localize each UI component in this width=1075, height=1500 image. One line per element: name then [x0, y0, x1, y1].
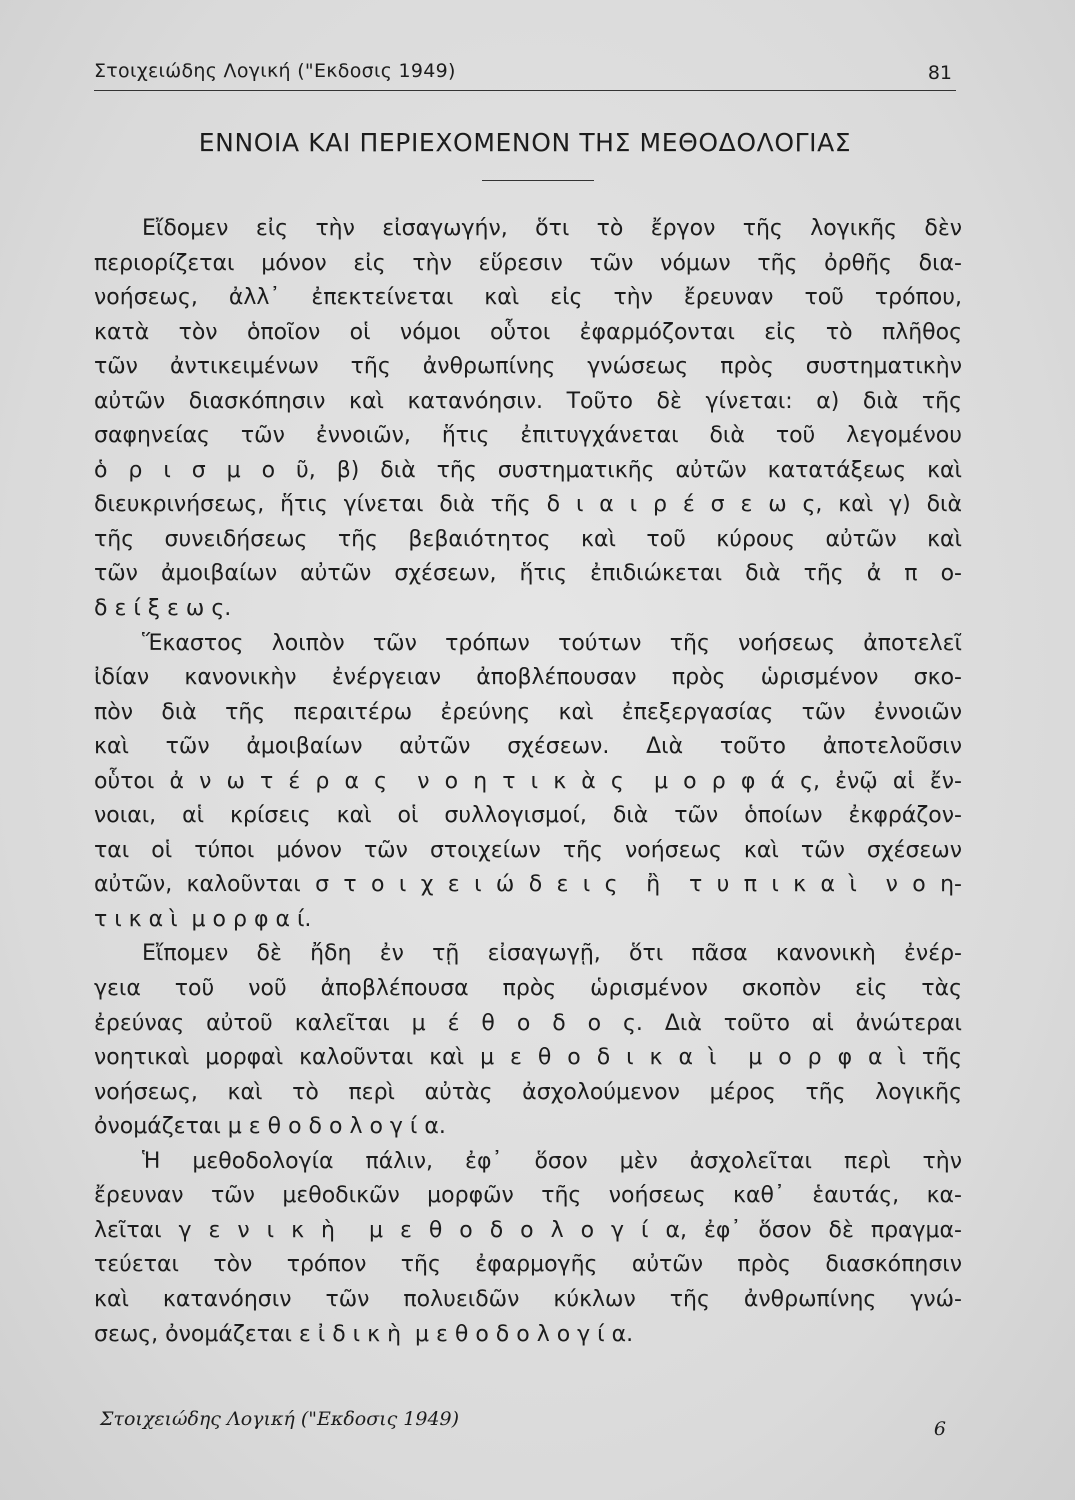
running-title: Στοιχειώδης Λογική ("Εκδοσις 1949): [94, 60, 456, 82]
text-line: τῆς συνειδήσεως τῆς βεβαιότητος καὶ τοῦ κύρους αὐτῶν καὶ: [94, 526, 962, 552]
page-number: 81: [927, 62, 952, 84]
footer-title: Στοιχειώδης Λογική ("Εκδοσις 1949): [100, 1408, 460, 1430]
text-line: ὀνομάζεται μ ε θ ο δ ο λ ο γ ί α.: [94, 1114, 446, 1140]
text-line: σαφηνείας τῶν ἐννοιῶν, ἥτις ἐπιτυγχάνεται διὰ τοῦ λεγομένου: [94, 423, 962, 449]
text-line: γεια τοῦ νοῦ ἀποβλέπουσα πρὸς ὡρισμένον σκοπὸν εἰς τὰς: [94, 976, 962, 1002]
text-line: οὗτοι ἀ ν ω τ έ ρ α ς ν ο η τ ι κ ὰ ς μ ο ρ φ ά ς, ἐνῷ αἱ ἔν-: [94, 768, 962, 794]
text-line: πὸν διὰ τῆς περαιτέρω ἐρεύνης καὶ ἐπεξεργασίας τῶν ἐννοιῶν: [94, 699, 962, 725]
text-line: νοιαι, αἱ κρίσεις καὶ οἱ συλλογισμοί, διὰ τῶν ὁποίων ἐκφράζον-: [94, 803, 962, 829]
text-line: διευκρινήσεως, ἥτις γίνεται διὰ τῆς δ ι α ι ρ έ σ ε ω ς, καὶ γ) διὰ: [94, 492, 962, 518]
page-footer: [94, 1406, 956, 1438]
text-line: Ἕκαστος λοιπὸν τῶν τρόπων τούτων τῆς νοήσεως ἀποτελεῖ: [142, 630, 962, 656]
text-line: κατὰ τὸν ὁποῖον οἱ νόμοι οὗτοι ἐφαρμόζονται εἰς τὸ πλῆθος: [94, 319, 962, 345]
text-line: αὐτῶν, καλοῦνται σ τ ο ι χ ε ι ώ δ ε ι ς ἢ τ υ π ι κ α ὶ ν ο η-: [94, 872, 962, 898]
title-divider: [482, 180, 594, 181]
text-line: Εἴπομεν δὲ ἤδη ἐν τῇ εἰσαγωγῇ, ὅτι πᾶσα κανονικὴ ἐνέρ-: [142, 941, 962, 967]
text-line: τῶν ἀντικειμένων τῆς ἀνθρωπίνης γνώσεως πρὸς συστηματικὴν: [94, 354, 962, 380]
text-line: ἐρεύνας αὐτοῦ καλεῖται μ έ θ ο δ ο ς. Διὰ τοῦτο αἱ ἀνώτεραι: [94, 1010, 962, 1036]
body-text: [94, 212, 962, 1352]
text-line: αὐτῶν διασκόπησιν καὶ κατανόησιν. Τοῦτο δὲ γίνεται: α) διὰ τῆς: [94, 388, 962, 414]
text-line: καὶ τῶν ἀμοιβαίων αὐτῶν σχέσεων. Διὰ τοῦτο ἀποτελοῦσιν: [94, 734, 962, 760]
text-line: λεῖται γ ε ν ι κ ὴ μ ε θ ο δ ο λ ο γ ί α, ἐφ᾽ ὅσον δὲ πραγμα-: [94, 1217, 962, 1243]
text-line: νοητικαὶ μορφαὶ καλοῦνται καὶ μ ε θ ο δ ι κ α ὶ μ ο ρ φ α ὶ τῆς: [94, 1045, 962, 1071]
text-line: σεως, ὀνομάζεται ε ἰ δ ι κ ὴ μ ε θ ο δ ο λ ο γ ί α.: [94, 1321, 634, 1347]
text-line: περιορίζεται μόνον εἰς τὴν εὕρεσιν τῶν νόμων τῆς ὀρθῆς δια-: [94, 250, 962, 276]
running-head: [94, 58, 956, 91]
text-line: Εἴδομεν εἰς τὴν εἰσαγωγήν, ὅτι τὸ ἔργον τῆς λογικῆς δὲν: [142, 216, 962, 241]
text-line: καὶ κατανόησιν τῶν πολυειδῶν κύκλων τῆς ἀνθρωπίνης γνώ-: [94, 1286, 962, 1312]
chapter-title: ΕΝΝΟΙΑ ΚΑΙ ΠΕΡΙΕΧΟΜΕΝΟΝ ΤΗΣ ΜΕΘΟΔΟΛΟΓΙΑΣ: [198, 128, 852, 157]
text-line: τεύεται τὸν τρόπον τῆς ἐφαρμογῆς αὐτῶν πρὸς διασκόπησιν: [94, 1252, 962, 1278]
text-line: τῶν ἀμοιβαίων αὐτῶν σχέσεων, ἥτις ἐπιδιώκεται διὰ τῆς ἀ π ο-: [94, 561, 962, 587]
signature-mark: 6: [933, 1418, 946, 1440]
text-line: δ ε ί ξ ε ω ς.: [94, 596, 232, 622]
text-line: ὁ ρ ι σ μ ο ῦ, β) διὰ τῆς συστηματικῆς αὐτῶν κατατάξεως καὶ: [94, 457, 962, 483]
text-line: ἔρευναν τῶν μεθοδικῶν μορφῶν τῆς νοήσεως καθ᾽ ἑαυτάς, κα-: [94, 1183, 962, 1209]
text-line: νοήσεως, καὶ τὸ περὶ αὐτὰς ἀσχολούμενον μέρος τῆς λογικῆς: [94, 1079, 962, 1105]
text-line: Ἡ μεθοδολογία πάλιν, ἐφ᾽ ὅσον μὲν ἀσχολεῖται περὶ τὴν: [142, 1148, 962, 1174]
text-line: ται οἱ τύποι μόνον τῶν στοιχείων τῆς νοήσεως καὶ τῶν σχέσεων: [94, 837, 962, 863]
text-line: ἰδίαν κανονικὴν ἐνέργειαν ἀποβλέπουσαν πρὸς ὡρισμένον σκο-: [94, 665, 962, 691]
text-line: τ ι κ α ὶ μ ο ρ φ α ί.: [94, 906, 312, 932]
text-line: νοήσεως, ἀλλ᾽ ἐπεκτείνεται καὶ εἰς τὴν ἔρευναν τοῦ τρόπου,: [94, 285, 962, 311]
